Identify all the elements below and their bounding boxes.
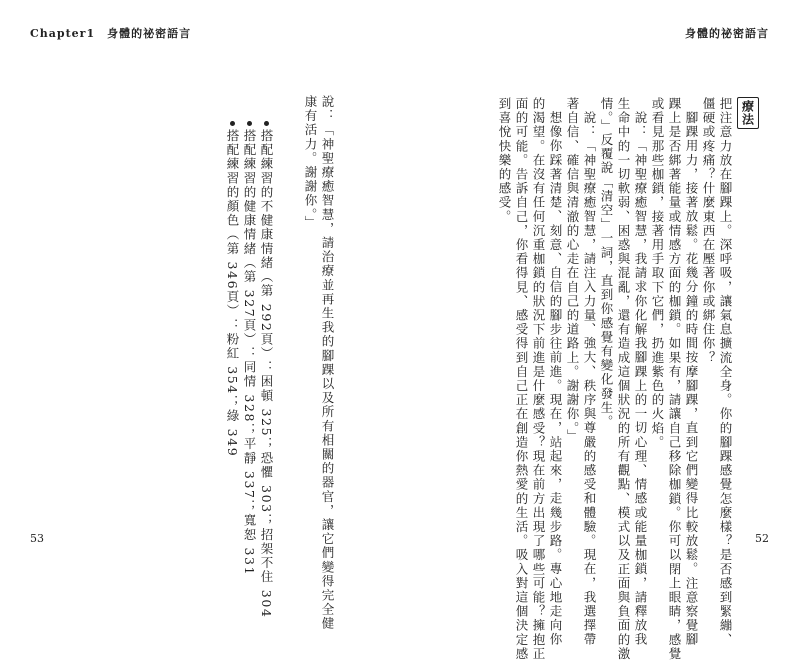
bullet-marker [264,121,269,126]
body-line: 說：「神聖療癒智慧，請治療並再生我的腳踝以及所有相關的器官，讓它們變得完全健 [320,95,335,631]
body-line: 想像你踩著清楚、刻意、自信的腳步往前進。現在，站起來，走幾步路。專心地走向你 [548,111,563,647]
left-page-number: 53 [30,532,44,545]
right-running-header: 身體的祕密語言 [685,27,769,40]
body-line: 到喜悅快樂的感受。 [497,97,512,224]
body-line: 康有活力。謝謝你。」 [303,95,318,230]
body-line: 著自信、確信與清澈的心走在自己的道路上。謝謝你。」 [565,97,580,444]
body-line: 生命中的一切軟弱、困惑與混亂，還有造成這個狀況的所有觀點、模式以及正面與負面的激 [616,97,631,661]
right-page-number: 52 [755,532,769,545]
bullet-item: 搭配練習的不健康情緒（第 292頁）：困頓 325；恐懼 303；招架不住 304 [259,129,274,619]
body-line: 面的可能。告訴自己，你看得見、感受得到自己正在創造你熱愛的生活。吸入對這個決定感 [514,97,529,661]
left-running-header: Chapter1 身體的祕密語言 [30,27,192,40]
section-label-box: 療法 [737,97,759,129]
body-line: 說：「神聖療癒智慧，我請求你化解我腳踝上的一切心理、情感或能量枷鎖，請釋放我 [633,111,648,647]
bullet-item: 搭配練習的健康情緒（第 327頁）：同情 328；平靜 337；寬恕 331 [242,129,257,577]
bullet-item: 搭配練習的顏色（第 346頁）：粉紅 354；綠 349 [225,129,240,458]
bullet-marker [247,121,252,126]
bullet-marker [230,121,235,126]
body-line: 踝上是否綁著能量或情感方面的枷鎖。如果有，請讓自己移除枷鎖。你可以閉上眼睛，感覺 [667,97,682,661]
body-line: 腳踝用力，接著放鬆。花幾分鐘的時間按摩腳踝，直到它們變得比較放鬆。注意察覺腳 [684,111,699,647]
body-line: 情。」反覆說「清空」一詞，直到你感覺有變化發生。 [599,97,614,430]
body-line: 的渴望。在沒有任何沉重枷鎖的狀況下前進是什麼感受？現在前方出現了哪些可能？擁抱正 [531,97,546,661]
body-line: 或看見那些枷鎖，接著用手取下它們，扔進紫色的火焰。 [650,97,665,450]
body-line: 僵硬或疼痛？什麼東西在壓著你或綁住你？ [701,97,716,365]
body-line: 說：「神聖療癒智慧，請注入力量、強大、秩序與尊嚴的感受和體驗。現在，我選擇帶 [582,111,597,647]
body-line: 把注意力放在腳踝上。深呼吸，讓氣息擴流全身。你的腳踝感覺怎麼樣？是否感到緊繃、 [718,97,733,647]
